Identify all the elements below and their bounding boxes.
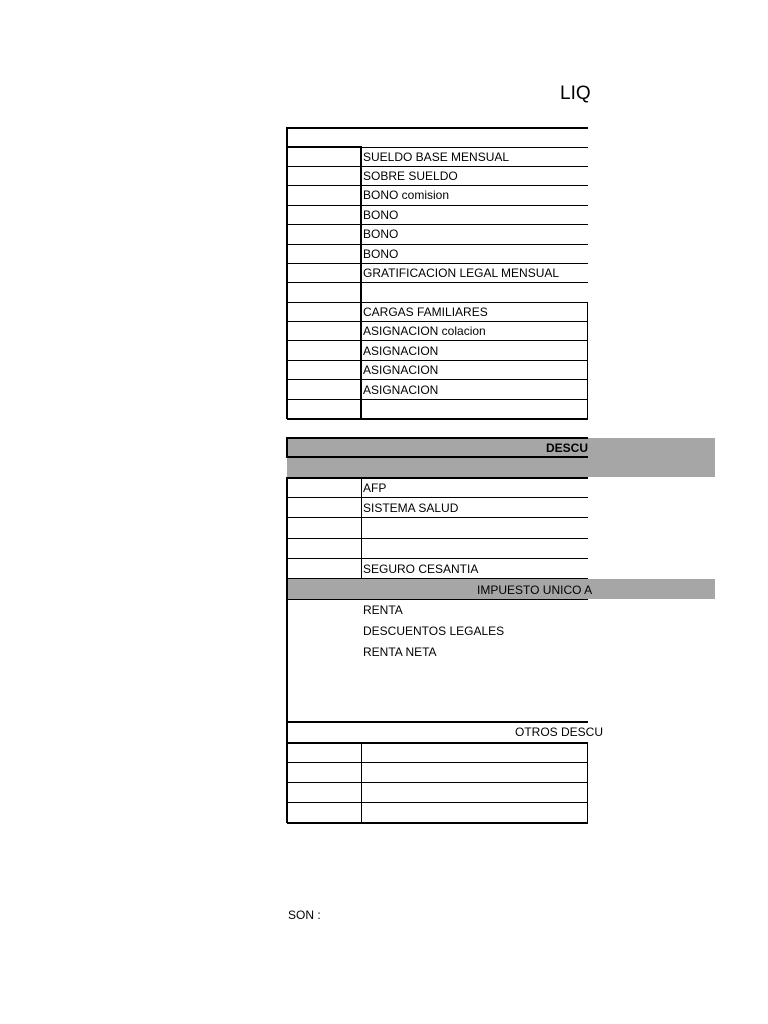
item-asignacion: ASIGNACION	[363, 344, 439, 358]
descuentos-top-border	[287, 437, 588, 439]
haberes-row-line	[287, 282, 588, 283]
impuesto-header-bottom	[287, 599, 588, 600]
item-gratificacion: GRATIFICACION LEGAL MENSUAL	[363, 266, 560, 280]
item-asignacion: ASIGNACION	[363, 383, 439, 397]
haberes-left-border	[286, 127, 288, 419]
haberes-row-line	[287, 224, 588, 225]
impuesto-left-border	[286, 599, 288, 823]
item-sueldo-base: SUELDO BASE MENSUAL	[363, 150, 510, 164]
descuentos-row-line	[287, 497, 588, 498]
haberes-row-line	[287, 263, 588, 264]
otros-header-bottom	[287, 742, 588, 744]
otros-row-line	[287, 802, 588, 803]
item-renta-neta: RENTA NETA	[363, 645, 437, 659]
item-bono: BONO	[363, 227, 399, 241]
otros-header: OTROS DESCU	[515, 725, 604, 739]
descuentos-header-left	[286, 437, 288, 458]
descuentos-body-top	[287, 477, 588, 479]
page-title: LIQ	[560, 83, 591, 104]
descuentos-row-line	[287, 558, 588, 559]
son-label: SON :	[288, 908, 321, 922]
haberes-row-line	[287, 360, 588, 361]
item-asignacion-colacion: ASIGNACION colacion	[363, 324, 486, 338]
item-sobre-sueldo: SOBRE SUELDO	[363, 169, 458, 183]
haberes-row-line	[287, 321, 588, 322]
haberes-header-bottom	[287, 146, 362, 148]
otros-row-line	[287, 782, 588, 783]
haberes-row-line	[287, 185, 588, 186]
otros-top-border	[287, 721, 588, 723]
descuentos-col-divider	[361, 477, 362, 579]
item-bono: BONO	[363, 208, 399, 222]
item-descuentos-legales: DESCUENTOS LEGALES	[363, 624, 505, 638]
item-cargas-familiares: CARGAS FAMILIARES	[363, 305, 488, 319]
haberes-row-line	[287, 379, 588, 380]
haberes-top-border	[287, 127, 588, 129]
item-sistema-salud: SISTEMA SALUD	[363, 501, 459, 515]
otros-bottom-border	[287, 822, 588, 824]
impuesto-header: IMPUESTO UNICO A	[477, 583, 593, 597]
otros-row-line	[287, 762, 588, 763]
descuentos-row-line	[287, 538, 588, 539]
item-seguro-cesantia: SEGURO CESANTIA	[363, 562, 479, 576]
haberes-row-line	[287, 205, 588, 206]
item-renta: RENTA	[363, 603, 403, 617]
haberes-row-line	[287, 302, 588, 303]
descuentos-header-bottom	[287, 456, 588, 458]
haberes-header-bottom-right	[362, 147, 588, 148]
haberes-bottom-border	[287, 418, 588, 420]
descuentos-header: DESCU	[546, 441, 589, 455]
item-bono: BONO	[363, 247, 399, 261]
item-bono-comision: BONO comision	[363, 188, 450, 202]
haberes-row-line	[287, 340, 588, 341]
descuentos-row-line	[287, 517, 588, 518]
descuentos-row-line	[287, 578, 588, 579]
item-asignacion: ASIGNACION	[363, 363, 439, 377]
haberes-row-line	[287, 399, 588, 400]
haberes-row-line	[287, 244, 588, 245]
haberes-row-line	[287, 166, 588, 167]
item-afp: AFP	[363, 481, 387, 495]
